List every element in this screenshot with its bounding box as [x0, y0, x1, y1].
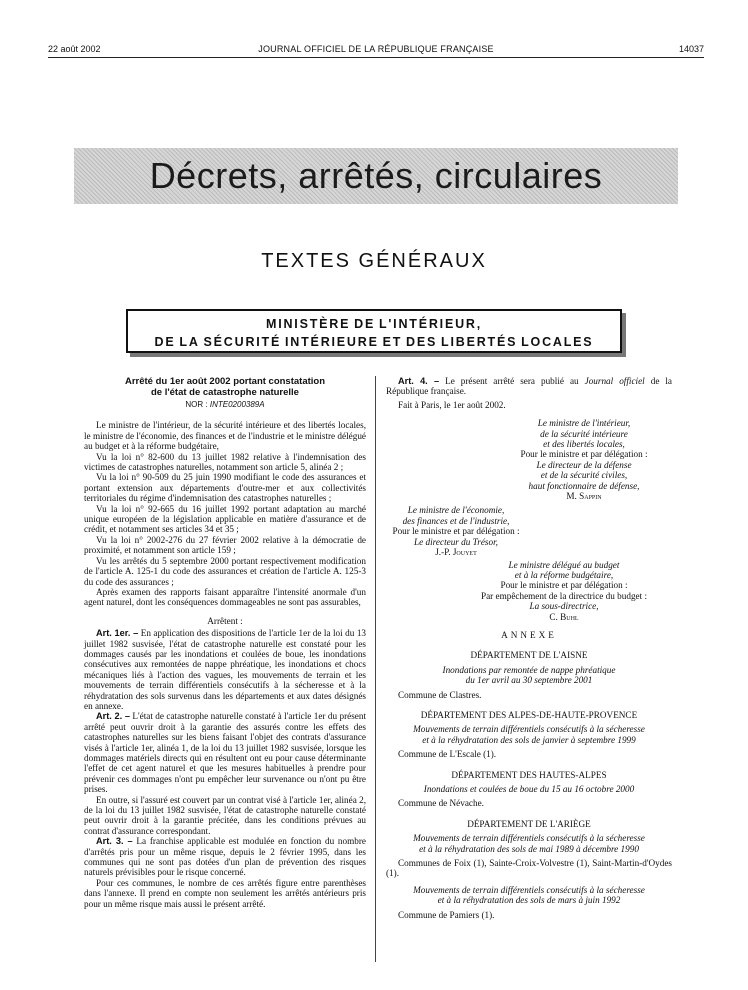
preamble-paragraph: Le ministre de l'intérieur, de la sécurité intérieure et des libertés locales, le ministre de l'économie, des finances et de l'industrie et le ministre délégué au budget et à la réforme budgétaire, [84, 420, 366, 452]
preamble-paragraph: Vu les arrêtés du 5 septembre 2000 portant respectivement modification de l'article A. 125-1 du code des assurances et création de l'article A. 125-3 du code des assurances ; [84, 555, 366, 587]
article-3-paragraph-2: Pour ces communes, le nombre de ces arrêtés figure entre parenthèses dans l'annexe. Il prend en compte non seulement les arrêtés antérieurs pris pour un même risque mais aussi le présent arrêté. [84, 877, 366, 909]
right-column: Art. 4. – Le présent arrêté sera publié au Journal officiel de la République française. Fait à Paris, le 1er août 2002. Le ministre de l'intérieur, de la sécurité intérieure et des libertés locales, Pour le ministre et par délégation : Le directeur de la défense et de la sécurité civiles, haut fonctionnaire de défense, M. Sappin Le ministre de l'économie, des finances et de l'industrie, Pour le ministre et par délégation : Le directeur du Trésor, J.-P. Jouyet Le ministre délégué au budget et à la réforme budgétaire, Pour le ministre et par délégation : Par empêchement de la directrice du budget : La sous-directrice, C. Buhl ANNEXE DÉPARTEMENT DE L'AISNE Inondations par remontée de nappe phréatique du 1er avril au 30 septembre 2001 Commune de Clastres. DÉPARTEMENT DES ALPES-DE-HAUTE-PROVENCE Mouvements de terrain différentiels consécutifs à la sécheresse et à la réhydratation des sols de janvier à septembre 1999 Commune de L'Escale (1). DÉPARTEMENT DES HAUTES-ALPES Inondations et coulées de boue du 15 au 16 octobre 2000 Commune de Névache. DÉPARTEMENT DE L'ARIÈGE Mouvements de terrain différentiels consécutifs à la sécheresse et à la réhydratation des sols de mai 1989 à décembre 1990 Communes de Foix (1), Sainte-Croix-Volvestre (1), Saint-Martin-d'Oydes (1). Mouvements de terrain différentiels consécutifs à la sécheresse et à la réhydratation des sols de mars à juin 1992 Commune de Pamiers (1). [386, 376, 672, 920]
signature-block-interior: Le ministre de l'intérieur, de la sécurité intérieure et des libertés locales, Pour le ministre et par délégation : Le directeur de la défense et de la sécurité civiles, haut fonctionnaire de défense, M. Sappin [496, 418, 672, 501]
commune-list: Commune de Névache. [398, 798, 484, 809]
preamble-paragraph: Après examen des rapports faisant apparaître l'intensité anormale d'un agent naturel, dont les conséquences dommageables ne sont pas assurables, [84, 586, 366, 608]
article-2: Art. 2. – L'état de catastrophe naturelle constaté à l'article 1er du présent arrêté peut ouvrir droit à la garantie des assurés contre les effets des catastrophes naturelles sur les biens faisant l'objet des contrats d'assurance visés à l'article 1er, alinéa 1, de la loi du 13 juillet 1982 susvisée, lorsque les dommages matériels directs qui en résultent ont eu pour cause déterminante l'effet de cet agent naturel et que les mesures habituelles à prendre pour prévenir ces dommages n'ont pu empêcher leur survenance ou n'ont pu être prises. [84, 711, 367, 795]
department-heading: DÉPARTEMENT DE L'ARIÈGE [467, 818, 591, 829]
department-heading: DÉPARTEMENT DES ALPES-DE-HAUTE-PROVENCE [420, 709, 638, 720]
department-heading: DÉPARTEMENT DE L'AISNE [470, 650, 588, 661]
commune-list: Commune de Pamiers (1). [398, 909, 495, 920]
commune-list: Communes de Foix (1), Sainte-Croix-Volvestre (1), Saint-Martin-d'Oydes (1). [386, 858, 672, 879]
article-2-paragraph-2: En outre, si l'assuré est couvert par un contrat visé à l'article 1er, alinéa 2, de la loi du 13 juillet 1982 susvisée, l'état de catastrophe naturelle constaté peut ouvrir droit à la garantie précitée, dans les conditions prévues au contrat d'assurance correspondant. [84, 794, 366, 836]
article-4: Art. 4. – Le présent arrêté sera publié au Journal officiel de la République française. [386, 376, 673, 397]
signature-block-budget: Le ministre délégué au budget et à la réforme budgétaire, Pour le ministre et par délégation : Par empêchement de la directrice du budget : La sous-directrice, C. Buhl [456, 560, 672, 622]
commune-list: Commune de Clastres. [398, 689, 482, 700]
signatory-name: J.-P. Jouyet [435, 547, 477, 558]
fait-a-paris: Fait à Paris, le 1er août 2002. [398, 399, 506, 410]
arretent-heading: Arrêtent : [207, 615, 243, 626]
nor-reference: NOR : INTE0200389A [185, 400, 265, 409]
banner-title: Décrets, arrêtés, circulaires [149, 155, 603, 196]
preamble-paragraph: Vu la loi n° 92-665 du 16 juillet 1992 portant adaptation au marché unique européen de la législation applicable en matière d'assurance et de crédit, et notamment ses articles 34 et 35 ; [84, 503, 366, 535]
preamble-paragraph: Vu la loi n° 82-600 du 13 juillet 1982 relative à l'indemnisation des victimes de catastrophes naturelles, notamment son article 5, alinéa 2 ; [84, 451, 366, 473]
preamble-paragraph: Vu la loi n° 90-509 du 25 juin 1990 modifiant le code des assurances et portant extension aux départements d'outre-mer et aux collectivités territoriales du régime d'indemnisation des catastrophes naturelles ; [84, 472, 366, 504]
left-column [84, 376, 366, 909]
ministry-line-2: DE LA SÉCURITÉ INTÉRIEURE ET DES LIBERTÉS LOCALES [154, 335, 594, 349]
header-rule [48, 57, 704, 58]
page-number: 14037 [678, 44, 704, 54]
journal-title: JOURNAL OFFICIEL DE LA RÉPUBLIQUE FRANÇAISE [258, 44, 494, 54]
section-banner [74, 148, 678, 204]
ministry-box [126, 309, 622, 353]
preamble-paragraph: Vu la loi n° 2002-276 du 27 février 2002 relative à la démocratie de proximité, et notamment son article 159 ; [84, 534, 366, 556]
ministry-line-1: MINISTÈRE DE L'INTÉRIEUR, [265, 317, 483, 331]
issue-date: 22 août 2002 [48, 44, 101, 54]
commune-list: Commune de L'Escale (1). [398, 749, 497, 760]
column-divider [375, 376, 376, 962]
article-3: Art. 3. – La franchise applicable est modulée en fonction du nombre d'arrêtés pris pour un même risque, depuis le 2 février 1995, dans les communes qui ne sont pas dotées d'un plan de prévention des risques naturels prévisibles pour le risque concerné. [84, 836, 367, 878]
annexe-heading: ANNEXE [501, 629, 557, 640]
signatory-name: C. Buhl [549, 611, 579, 622]
arrete-title: Arrêté du 1er août 2002 portant constatation de l'état de catastrophe naturelle [124, 376, 326, 398]
signature-block-economy: Le ministre de l'économie, des finances et de l'industrie, Pour le ministre et par délégation : Le directeur du Trésor, J.-P. Jouyet [376, 505, 536, 557]
department-heading: DÉPARTEMENT DES HAUTES-ALPES [451, 769, 607, 780]
article-1: Art. 1er. – En application des dispositions de l'article 1er de la loi du 13 juillet 1982 susvisée, l'état de catastrophe naturelle est constaté pour les dommages causés par les inondations et coulées de boue, les inondations consécutives aux remontées de nappe phréatique, les inondations et chocs mécaniques liés à l'action des vagues, les mouvements de terrain et les mouvements de terrain différentiels consécutifs à la sécheresse et à la réhydratation des sols survenus dans les départements et aux dates désignés en annexe. [84, 628, 367, 711]
section-title: TEXTES GÉNÉRAUX [261, 250, 487, 272]
signatory-name: M. Sappin [566, 491, 602, 502]
